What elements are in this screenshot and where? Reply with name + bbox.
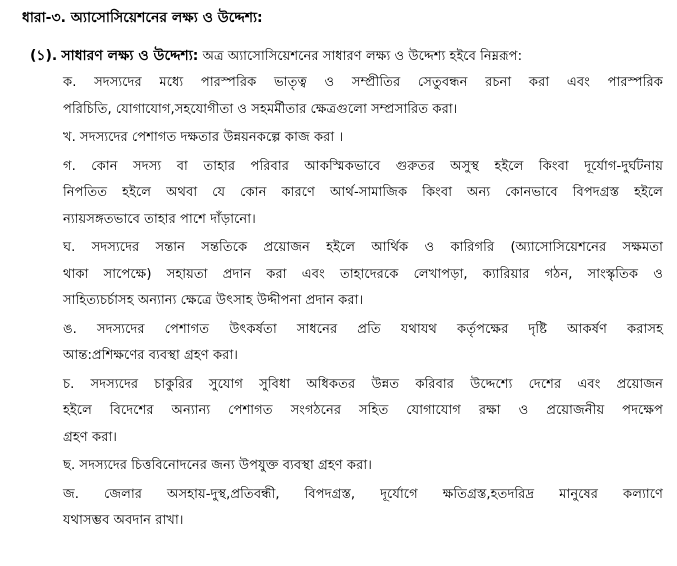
objective-line: গ. কোন সদস্য বা তাহার পরিবার আকস্মিকভাবে গুরুতর অসুস্থ হইলে কিংবা দূর্যোগ-দুর্ঘটনায়: [63, 158, 663, 174]
objective-line: থাকা সাপেক্ষে) সহায়তা প্রদান করা এবং তাহাদেরকে লেখাপড়া, ক্যারিয়ার গঠন, সাংস্কৃতিক ও: [63, 266, 663, 282]
objective-item: [63, 154, 663, 234]
subsection-intro: অত্র অ্যাসোসিয়েশনের সাধারণ লক্ষ্য ও উদ্দেশ্য হইবে নিম্নরূপ:: [202, 49, 523, 64]
objective-line: যথাসম্ভব অবদান রাখা।: [63, 513, 184, 528]
objective-line: হইলে বিদেশের অন্যান্য পেশাগত সংগঠনের সহিত যোগাযোগ রক্ষা ও প্রয়োজনীয় পদক্ষেপ: [63, 403, 663, 418]
objective-line: পরিচিতি, যোগাযোগ,সহযোগীতা ও সহমর্মীতার ক্ষেত্রগুলো সম্প্রসারিত করা।: [63, 101, 458, 117]
objective-item: [63, 453, 663, 480]
objective-line: ন্যায়সঙ্গতভাবে তাহার পাশে দাঁড়ানো।: [63, 211, 256, 227]
subsection-title: সাধারণ লক্ষ্য ও উদ্দেশ্য:: [61, 48, 199, 64]
objective-line: ক. সদস্যদের মধ্যে পারস্পরিক ভাতৃত্ব ও সম্প্রীতির সেতুবন্ধন রচনা করা এবং পারস্পরিক: [63, 75, 663, 90]
objective-line: আন্ত:প্রশিক্ষণের ব্যবস্থা গ্রহণ করা।: [63, 348, 238, 363]
objective-item: [63, 317, 663, 370]
objective-item: [63, 70, 663, 123]
objective-line: খ. সদস্যদের পেশাগত দক্ষতার উন্নয়নকল্পে কাজ করা ।: [63, 130, 344, 145]
objective-item: [63, 372, 663, 452]
subsection-number: (১).: [30, 48, 58, 64]
objective-item: [63, 235, 663, 315]
objective-item: [63, 482, 663, 535]
objective-line: ছ. সদস্যদের চিত্তবিনোদনের জন্য উপযুক্ত ব্যবস্থা গ্রহণ করা।: [63, 458, 372, 473]
objective-line: চ. সদস্যদের চাকুরির সুযোগ সুবিধা অধিকতর উন্নত করিবার উদ্দেশ্যে দেশের এবং প্রয়োজন: [63, 376, 663, 392]
objective-line: নিপতিত হইলে অথবা যে কোন কারণে আর্থ-সামাজিক কিংবা অন্য কোনভাবে বিপদগ্রস্ত হইলে: [63, 185, 663, 200]
objective-line: সাহিত্যচর্চাসহ অন্যান্য ক্ষেত্রে উৎসাহ উদ্দীপনা প্রদান করা।: [63, 293, 364, 308]
objective-line: গ্রহণ করা।: [63, 429, 117, 445]
objective-item: [63, 125, 663, 152]
objective-line: ঘ. সদস্যদের সন্তান সন্ততিকে প্রয়োজন হইলে আর্থিক ও কারিগরি (অ্যাসোসিয়েশনের সক্ষমতা: [63, 240, 663, 255]
subsection-header: [30, 44, 670, 69]
section-heading: ধারা-৩. অ্যাসোসিয়েশনের লক্ষ্য ও উদ্দেশ্য:: [22, 10, 263, 26]
objective-line: জ. জেলার অসহায়-দুস্থ,প্রতিবন্ধী, বিপদগ্রস্ত, দূর্যোগে ক্ষতিগ্রস্ত,হতদরিদ্র মানুষের কল্যাণে: [63, 486, 663, 502]
objectives-list: [63, 70, 663, 537]
objective-line: ঙ. সদস্যদের পেশাগত উৎকর্ষতা সাধনের প্রতি যথাযথ কর্তৃপক্ষের দৃষ্টি আকর্ষণ করাসহ: [63, 321, 663, 337]
